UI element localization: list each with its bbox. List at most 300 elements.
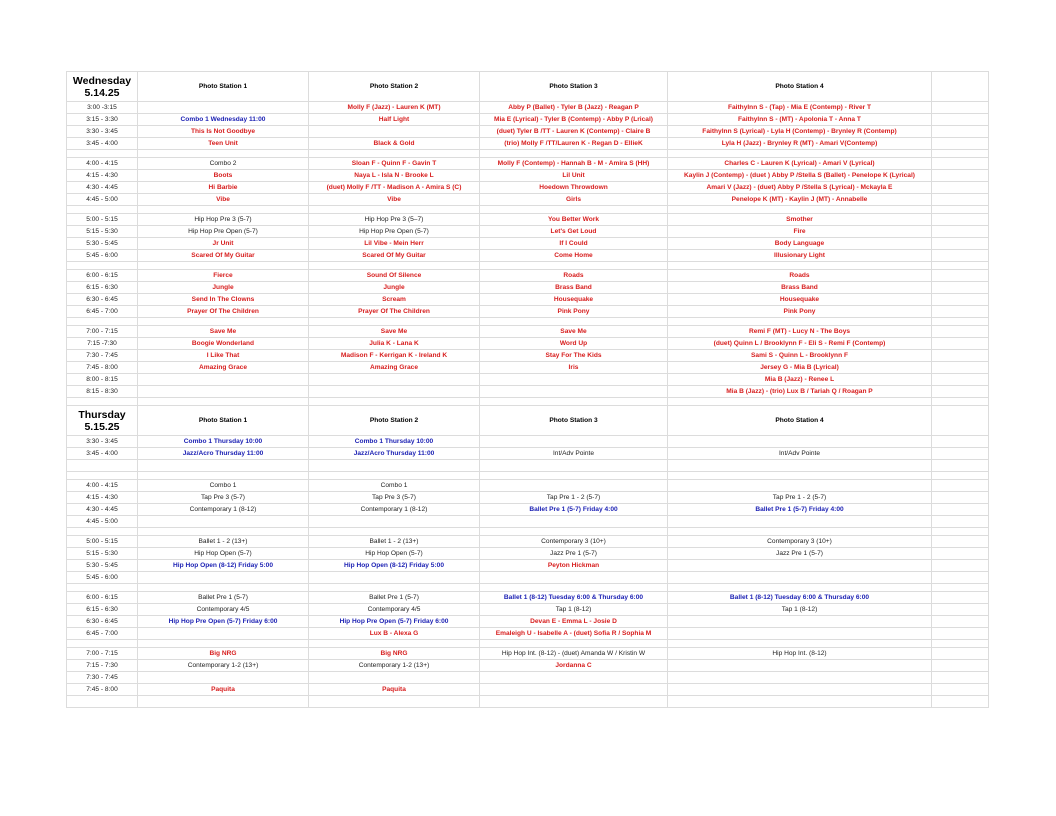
station-3-entry: Hoedown Throwdown <box>480 182 668 194</box>
station-1-entry: Teen Unit <box>138 138 309 150</box>
empty-cell <box>932 460 989 472</box>
station-2-entry <box>309 374 480 386</box>
station-1-entry <box>138 696 309 708</box>
time-slot-row <box>67 436 989 448</box>
day-label <box>67 406 138 436</box>
empty-cell <box>668 318 932 326</box>
station-1-entry <box>138 374 309 386</box>
station-1-entry: Fierce <box>138 270 309 282</box>
station-2-entry <box>309 126 480 138</box>
empty-cell <box>309 262 480 270</box>
station-4-entry: Mia B (Jazz) - Renee L <box>668 374 932 386</box>
station-4-entry: Remi F (MT) - Lucy N - The Boys <box>668 326 932 338</box>
empty-cell <box>932 114 989 126</box>
station-1-entry: Hip Hop Open (8-12) Friday 5:00 <box>138 560 309 572</box>
time-slot-row <box>67 696 989 708</box>
spacer-row <box>67 262 989 270</box>
time-slot-row <box>67 548 989 560</box>
station-3-entry: (trio) Molly F /TT/Lauren K - Regan D - EllieK <box>480 138 668 150</box>
station-4-entry <box>668 684 932 696</box>
day-label <box>67 72 138 102</box>
empty-cell <box>932 472 989 480</box>
time-slot-row <box>67 250 989 262</box>
time-slot-row <box>67 306 989 318</box>
station-3-entry: Brass Band <box>480 282 668 294</box>
station-2-entry <box>309 460 480 472</box>
time-slot-row <box>67 138 989 150</box>
time-slot: 3:15 - 3:30 <box>67 114 138 126</box>
station-3-entry: Word Up <box>480 338 668 350</box>
empty-cell <box>932 660 989 672</box>
time-slot-row <box>67 592 989 604</box>
station-1-entry: Hip Hop Open (5-7) <box>138 548 309 560</box>
empty-cell <box>67 262 138 270</box>
station-2-entry <box>309 516 480 528</box>
station-2-entry: Lux B - Alexa G <box>309 628 480 640</box>
empty-cell <box>932 548 989 560</box>
time-slot: 3:00 -3:15 <box>67 102 138 114</box>
station-header: Photo Station 2 <box>309 72 480 102</box>
empty-cell <box>932 684 989 696</box>
empty-cell <box>668 472 932 480</box>
empty-cell <box>480 150 668 158</box>
station-4-entry: Smother <box>668 214 932 226</box>
station-3-entry <box>480 460 668 472</box>
station-3-entry: Abby P (Ballet) - Tyler B (Jazz) - Reagan P <box>480 102 668 114</box>
station-1-entry: Ballet Pre 1 (5-7) <box>138 592 309 604</box>
time-slot: 4:30 - 4:45 <box>67 182 138 194</box>
station-4-entry: Jersey G - Mia B (Lyrical) <box>668 362 932 374</box>
station-1-entry: Amazing Grace <box>138 362 309 374</box>
empty-cell <box>138 528 309 536</box>
empty-cell <box>932 398 989 406</box>
time-slot-row <box>67 194 989 206</box>
empty-cell <box>932 270 989 282</box>
time-slot: 7:00 - 7:15 <box>67 326 138 338</box>
station-1-entry: Combo 1 <box>138 480 309 492</box>
empty-cell <box>932 516 989 528</box>
time-slot: 4:15 - 4:30 <box>67 492 138 504</box>
station-1-entry: Jazz/Acro Thursday 11:00 <box>138 448 309 460</box>
spacer-row <box>67 584 989 592</box>
station-2-entry: Combo 1 <box>309 480 480 492</box>
time-slot-row <box>67 170 989 182</box>
empty-cell <box>480 584 668 592</box>
station-4-entry: Lyla H (Jazz) - Brynley R (MT) - Amari V(Contemp) <box>668 138 932 150</box>
station-4-entry: Faithylnn S - (Tap) - Mia E (Contemp) - River T <box>668 102 932 114</box>
station-2-entry: Contemporary 1-2 (13+) <box>309 660 480 672</box>
empty-cell <box>668 262 932 270</box>
station-4-entry <box>668 560 932 572</box>
station-3-entry: Iris <box>480 362 668 374</box>
empty-cell <box>309 206 480 214</box>
station-2-entry: Lil Vibe - Mein Herr <box>309 238 480 250</box>
station-1-entry: Contemporary 4/5 <box>138 604 309 616</box>
empty-cell <box>668 150 932 158</box>
empty-cell <box>932 72 989 102</box>
empty-cell <box>932 480 989 492</box>
spacer-row <box>67 318 989 326</box>
time-slot-row <box>67 114 989 126</box>
time-slot-row <box>67 350 989 362</box>
station-2-entry <box>309 696 480 708</box>
station-1-entry <box>138 572 309 584</box>
station-2-entry: Sound Of Silence <box>309 270 480 282</box>
time-slot-row <box>67 660 989 672</box>
station-4-entry: Hip Hop Int. (8-12) <box>668 648 932 660</box>
station-4-entry: Tap Pre 1 - 2 (5-7) <box>668 492 932 504</box>
empty-cell <box>138 398 309 406</box>
empty-cell <box>932 126 989 138</box>
station-2-entry: Molly F (Jazz) - Lauren K (MT) <box>309 102 480 114</box>
empty-cell <box>932 362 989 374</box>
empty-cell <box>138 640 309 648</box>
station-3-entry: Let's Get Loud <box>480 226 668 238</box>
empty-cell <box>932 592 989 604</box>
station-4-entry <box>668 460 932 472</box>
time-slot-row <box>67 338 989 350</box>
station-2-entry: Hip Hop Pre Open (5-7) <box>309 226 480 238</box>
station-1-entry: Combo 1 Wednesday 11:00 <box>138 114 309 126</box>
time-slot: 7:30 - 7:45 <box>67 672 138 684</box>
station-3-entry <box>480 386 668 398</box>
empty-cell <box>480 206 668 214</box>
time-slot-row <box>67 386 989 398</box>
station-3-entry <box>480 374 668 386</box>
station-2-entry: Prayer Of The Children <box>309 306 480 318</box>
station-2-entry: Jungle <box>309 282 480 294</box>
empty-cell <box>138 318 309 326</box>
empty-cell <box>932 194 989 206</box>
station-4-entry: Jazz Pre 1 (5-7) <box>668 548 932 560</box>
empty-cell <box>67 472 138 480</box>
time-slot: 6:00 - 6:15 <box>67 270 138 282</box>
station-3-entry <box>480 436 668 448</box>
station-2-entry: Hip Hop Pre Open (5-7) Friday 6:00 <box>309 616 480 628</box>
time-slot: 4:45 - 5:00 <box>67 516 138 528</box>
station-1-entry: Vibe <box>138 194 309 206</box>
empty-cell <box>932 102 989 114</box>
empty-cell <box>932 436 989 448</box>
empty-cell <box>932 504 989 516</box>
station-1-entry: This Is Not Goodbye <box>138 126 309 138</box>
time-slot: 5:00 - 5:15 <box>67 214 138 226</box>
empty-cell <box>138 206 309 214</box>
empty-cell <box>932 170 989 182</box>
time-slot: 8:15 - 8:30 <box>67 386 138 398</box>
station-2-entry: Ballet 1 - 2 (13+) <box>309 536 480 548</box>
time-slot-row <box>67 560 989 572</box>
station-4-entry: Tap 1 (8-12) <box>668 604 932 616</box>
empty-cell <box>932 326 989 338</box>
time-slot-row <box>67 214 989 226</box>
station-1-entry: Combo 1 Thursday 10:00 <box>138 436 309 448</box>
empty-cell <box>138 584 309 592</box>
station-header: Photo Station 3 <box>480 406 668 436</box>
station-1-entry: Jungle <box>138 282 309 294</box>
station-2-entry: Madison F - Kerrigan K - Ireland K <box>309 350 480 362</box>
station-2-entry: Hip Hop Open (5-7) <box>309 548 480 560</box>
time-slot-row <box>67 480 989 492</box>
station-2-entry: Tap Pre 3 (5-7) <box>309 492 480 504</box>
time-slot-row <box>67 362 989 374</box>
empty-cell <box>67 206 138 214</box>
time-slot-row <box>67 270 989 282</box>
station-4-entry: Roads <box>668 270 932 282</box>
empty-cell <box>932 262 989 270</box>
station-2-entry: Jazz/Acro Thursday 11:00 <box>309 448 480 460</box>
time-slot: 4:00 - 4:15 <box>67 480 138 492</box>
station-2-entry: Save Me <box>309 326 480 338</box>
empty-cell <box>932 294 989 306</box>
empty-cell <box>932 628 989 640</box>
time-slot-row <box>67 684 989 696</box>
empty-cell <box>932 306 989 318</box>
empty-cell <box>480 262 668 270</box>
station-4-entry: Contemporary 3 (10+) <box>668 536 932 548</box>
empty-cell <box>932 640 989 648</box>
station-2-entry: Scared Of My Guitar <box>309 250 480 262</box>
station-3-entry <box>480 684 668 696</box>
station-3-entry: Jazz Pre 1 (5-7) <box>480 548 668 560</box>
station-3-entry: Ballet Pre 1 (5-7) Friday 4:00 <box>480 504 668 516</box>
empty-cell <box>932 138 989 150</box>
empty-cell <box>932 536 989 548</box>
empty-cell <box>932 616 989 628</box>
time-slot-row <box>67 226 989 238</box>
station-3-entry: Come Home <box>480 250 668 262</box>
empty-cell <box>932 338 989 350</box>
empty-cell <box>67 318 138 326</box>
empty-cell <box>138 262 309 270</box>
empty-cell <box>67 398 138 406</box>
empty-cell <box>67 640 138 648</box>
station-3-entry: Mia E (Lyrical) - Tyler B (Contemp) - Abby P (Lrical) <box>480 114 668 126</box>
day-name: Thursday <box>78 408 126 421</box>
empty-cell <box>67 150 138 158</box>
station-1-entry: Send In The Clowns <box>138 294 309 306</box>
station-2-entry: Hip Hop Pre 3 (5–7) <box>309 214 480 226</box>
time-slot: 3:30 - 3:45 <box>67 126 138 138</box>
time-slot: 7:45 - 8:00 <box>67 362 138 374</box>
station-1-entry: Hi Barbie <box>138 182 309 194</box>
empty-cell <box>932 214 989 226</box>
station-3-entry: Hip Hop Int. (8-12) - (duet) Amanda W / Kristin W <box>480 648 668 660</box>
station-2-entry: Naya L - Isla N - Brooke L <box>309 170 480 182</box>
empty-cell <box>932 350 989 362</box>
station-1-entry: I Like That <box>138 350 309 362</box>
station-3-entry <box>480 480 668 492</box>
station-3-entry: Pink Pony <box>480 306 668 318</box>
spacer-row <box>67 472 989 480</box>
empty-cell <box>309 318 480 326</box>
time-slot <box>67 696 138 708</box>
empty-cell <box>309 398 480 406</box>
station-4-entry: Faithylnn S (Lyrical) - Lyla H (Contemp) - Brynley R (Contemp) <box>668 126 932 138</box>
empty-cell <box>932 250 989 262</box>
time-slot: 5:45 - 6:00 <box>67 250 138 262</box>
day-name: Wednesday <box>72 74 132 87</box>
station-1-entry: Ballet 1 - 2 (13+) <box>138 536 309 548</box>
time-slot-row <box>67 158 989 170</box>
station-1-entry: Big NRG <box>138 648 309 660</box>
station-1-entry <box>138 102 309 114</box>
empty-cell <box>932 584 989 592</box>
empty-cell <box>932 560 989 572</box>
empty-cell <box>932 696 989 708</box>
station-header: Photo Station 4 <box>668 406 932 436</box>
spacer-row <box>67 398 989 406</box>
station-2-entry: Sloan F - Quinn F - Gavin T <box>309 158 480 170</box>
station-4-entry: Housequake <box>668 294 932 306</box>
station-4-entry: (duet) Quinn L / Brooklynn F - Eli S - Remi F (Contemp) <box>668 338 932 350</box>
time-slot-row <box>67 182 989 194</box>
station-header: Photo Station 1 <box>138 406 309 436</box>
empty-cell <box>309 472 480 480</box>
station-3-entry: Lil Unit <box>480 170 668 182</box>
empty-cell <box>67 584 138 592</box>
station-1-entry <box>138 672 309 684</box>
empty-cell <box>480 528 668 536</box>
time-slot: 5:15 - 5:30 <box>67 548 138 560</box>
station-4-entry: Body Language <box>668 238 932 250</box>
time-slot-row <box>67 326 989 338</box>
station-3-entry <box>480 696 668 708</box>
day-header-row <box>67 72 989 102</box>
station-3-entry: Tap 1 (8-12) <box>480 604 668 616</box>
station-4-entry <box>668 628 932 640</box>
empty-cell <box>309 150 480 158</box>
station-2-entry: Contemporary 1 (8-12) <box>309 504 480 516</box>
station-2-entry <box>309 386 480 398</box>
station-1-entry: Combo 2 <box>138 158 309 170</box>
empty-cell <box>668 640 932 648</box>
empty-cell <box>932 672 989 684</box>
time-slot: 8:00 - 8:15 <box>67 374 138 386</box>
station-3-entry: Contemporary 3 (10+) <box>480 536 668 548</box>
station-3-entry: You Better Work <box>480 214 668 226</box>
empty-cell <box>309 640 480 648</box>
station-4-entry: Penelope K (MT) - Kaylin J (MT) - Annabelle <box>668 194 932 206</box>
station-4-entry: Charles C - Lauren K (Lyrical) - Amari V (Lyrical) <box>668 158 932 170</box>
station-3-entry: Stay For The Kids <box>480 350 668 362</box>
station-2-entry: Scream <box>309 294 480 306</box>
empty-cell <box>932 528 989 536</box>
station-3-entry: Devan E - Emma L - Josie D <box>480 616 668 628</box>
station-4-entry: Ballet Pre 1 (5-7) Friday 4:00 <box>668 504 932 516</box>
time-slot-row <box>67 616 989 628</box>
time-slot: 6:15 - 6:30 <box>67 604 138 616</box>
station-4-entry: Illusionary Light <box>668 250 932 262</box>
station-1-entry: Contemporary 1-2 (13+) <box>138 660 309 672</box>
empty-cell <box>668 398 932 406</box>
station-1-entry: Jr Unit <box>138 238 309 250</box>
time-slot: 7:15 -7:30 <box>67 338 138 350</box>
station-3-entry: Save Me <box>480 326 668 338</box>
station-1-entry <box>138 386 309 398</box>
empty-cell <box>480 640 668 648</box>
day-date: 5.15.25 <box>84 420 120 433</box>
station-2-entry: Ballet Pre 1 (5-7) <box>309 592 480 604</box>
spacer-row <box>67 528 989 536</box>
time-slot-row <box>67 504 989 516</box>
station-2-entry: Hip Hop Open (8-12) Friday 5:00 <box>309 560 480 572</box>
time-slot-row <box>67 536 989 548</box>
empty-cell <box>932 572 989 584</box>
empty-cell <box>668 528 932 536</box>
empty-cell <box>932 648 989 660</box>
station-header: Photo Station 3 <box>480 72 668 102</box>
station-2-entry: (duet) Molly F /TT - Madison A - Amira S (C) <box>309 182 480 194</box>
station-3-entry: Girls <box>480 194 668 206</box>
station-3-entry: Housequake <box>480 294 668 306</box>
empty-cell <box>932 226 989 238</box>
station-3-entry: Emaleigh U - Isabelle A - (duet) Sofia R / Sophia M <box>480 628 668 640</box>
station-header: Photo Station 4 <box>668 72 932 102</box>
time-slot: 6:00 - 6:15 <box>67 592 138 604</box>
empty-cell <box>309 584 480 592</box>
time-slot: 6:30 - 6:45 <box>67 294 138 306</box>
time-slot: 7:15 - 7:30 <box>67 660 138 672</box>
station-3-entry: Peyton Hickman <box>480 560 668 572</box>
empty-cell <box>67 528 138 536</box>
empty-cell <box>932 386 989 398</box>
station-4-entry: Sami S - Quinn L - Brooklynn F <box>668 350 932 362</box>
time-slot: 7:00 - 7:15 <box>67 648 138 660</box>
empty-cell <box>932 282 989 294</box>
station-3-entry: Molly F (Contemp) - Hannah B - M - Amira S (HH) <box>480 158 668 170</box>
time-slot: 4:30 - 4:45 <box>67 504 138 516</box>
time-slot-row <box>67 102 989 114</box>
empty-cell <box>932 492 989 504</box>
empty-cell <box>932 238 989 250</box>
spacer-row <box>67 640 989 648</box>
time-slot-row <box>67 492 989 504</box>
station-4-entry <box>668 660 932 672</box>
empty-cell <box>668 584 932 592</box>
station-2-entry: Julia K - Lana K <box>309 338 480 350</box>
time-slot-row <box>67 572 989 584</box>
spacer-row <box>67 206 989 214</box>
empty-cell <box>138 150 309 158</box>
time-slot-row <box>67 516 989 528</box>
station-2-entry: Combo 1 Thursday 10:00 <box>309 436 480 448</box>
empty-cell <box>480 318 668 326</box>
station-3-entry: Int/Adv Pointe <box>480 448 668 460</box>
station-3-entry <box>480 572 668 584</box>
station-4-entry <box>668 572 932 584</box>
station-4-entry: Brass Band <box>668 282 932 294</box>
time-slot: 5:15 - 5:30 <box>67 226 138 238</box>
station-4-entry: Pink Pony <box>668 306 932 318</box>
station-4-entry: Kaylin J (Contemp) - (duet ) Abby P /Stella S (Ballet) - Penelope K (Lyrical) <box>668 170 932 182</box>
time-slot: 3:30 - 3:45 <box>67 436 138 448</box>
station-3-entry: Ballet 1 (8-12) Tuesday 6:00 & Thursday 6:00 <box>480 592 668 604</box>
time-slot-row <box>67 374 989 386</box>
station-3-entry: Roads <box>480 270 668 282</box>
empty-cell <box>668 206 932 214</box>
day-header-row <box>67 406 989 436</box>
station-4-entry: Ballet 1 (8-12) Tuesday 6:00 & Thursday 6:00 <box>668 592 932 604</box>
station-2-entry: Contemporary 4/5 <box>309 604 480 616</box>
spacer-row <box>67 150 989 158</box>
station-3-entry <box>480 672 668 684</box>
station-1-entry: Hip Hop Pre 3 (5-7) <box>138 214 309 226</box>
time-slot-row <box>67 648 989 660</box>
empty-cell <box>138 472 309 480</box>
station-4-entry <box>668 696 932 708</box>
station-1-entry: Save Me <box>138 326 309 338</box>
